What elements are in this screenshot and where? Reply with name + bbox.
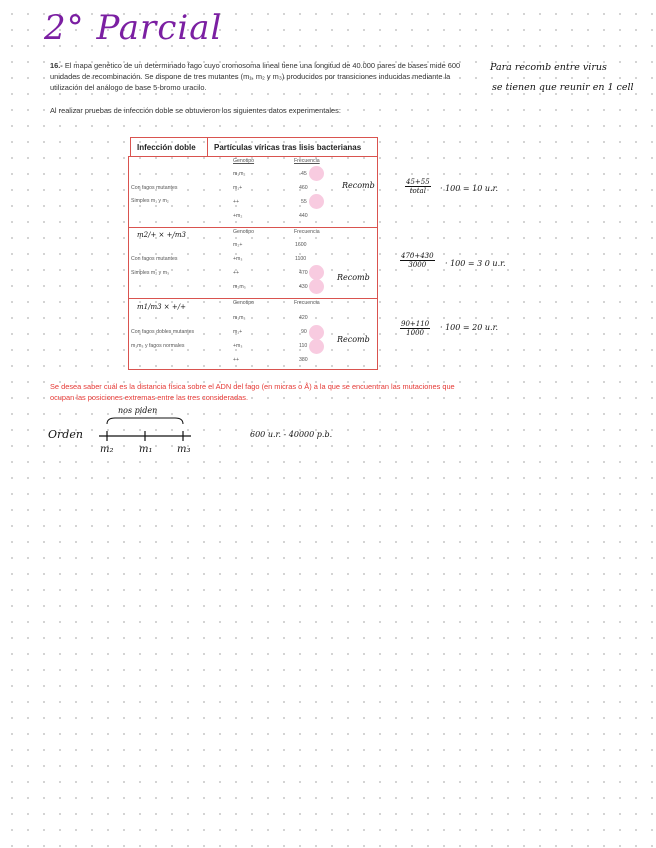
frequency-cell: 55 xyxy=(301,199,307,205)
side-note-line1: Para recomb entre virus xyxy=(490,62,607,73)
recomb-mark: Recomb xyxy=(337,335,370,344)
frequency-cell: 1100 xyxy=(295,256,307,262)
highlight-circle xyxy=(309,194,324,209)
table-block-3 xyxy=(128,298,378,370)
calc-denominator: 3000 xyxy=(408,261,427,269)
calc-denominator: total xyxy=(409,187,426,195)
block-description: m₁m₃ y fagos normales xyxy=(131,343,185,349)
recomb-mark: Recomb xyxy=(342,181,375,190)
genotype-cell: ++ xyxy=(233,270,240,276)
page-title: 2° Parcial xyxy=(44,8,223,48)
table-block-1 xyxy=(128,156,378,228)
block-description: Simples m₂ y m₃ xyxy=(131,270,170,276)
highlight-circle xyxy=(309,279,324,294)
frequency-cell: 470 xyxy=(299,270,308,276)
bracket-icon xyxy=(107,418,183,424)
frequency-header: Frecuencia xyxy=(294,158,320,164)
genotype-cell: m₂+ xyxy=(233,242,243,248)
side-note-line2: se tienen que reunir en 1 cell xyxy=(492,82,634,93)
genotype-cell: +m₃ xyxy=(233,343,243,349)
mutant-label: m₁ xyxy=(139,444,153,455)
genotype-cell: m₁m₂ xyxy=(233,171,246,177)
problem-intro: Al realizar pruebas de infección doble se obtuvieron los siguientes datos experimentales: xyxy=(50,106,341,115)
genotype-cell: ++ xyxy=(233,357,240,363)
calc-result-3: · 100 = 20 u.r. xyxy=(440,323,499,332)
gene-map-line xyxy=(95,412,195,446)
genotype-header: Genotipo xyxy=(233,300,255,306)
calc-fraction-1 xyxy=(405,178,431,195)
header-infection: Infección doble xyxy=(131,138,208,156)
calc-numerator: 90+110 xyxy=(401,320,430,328)
genotype-cell: ++ xyxy=(233,199,240,205)
frequency-cell: 110 xyxy=(299,343,308,349)
table-header xyxy=(130,137,378,157)
equivalence-note: 600 u.r. - 40000 p.b. xyxy=(250,430,333,439)
frequency-cell: 380 xyxy=(299,357,308,363)
mutant-label: m₃ xyxy=(177,444,191,455)
genotype-cell: +m₂ xyxy=(233,213,243,219)
problem-text: El mapa genético de un determinado fago cuyo cromosoma lineal tiene una longitud de 40.000 pares de bases mide 600 unidades de recombinación. Se dispone de tres mutantes (m₁, m₂ y m₃) producidos por transiciones inducidas mediante la utilización del análogo de base 5-bromo uracilo. xyxy=(50,61,461,92)
calc-fraction-2 xyxy=(400,252,435,269)
highlight-circle xyxy=(309,265,324,280)
frequency-cell: 420 xyxy=(299,315,308,321)
cross-label: m1/m3 × +/+ xyxy=(137,303,186,311)
calc-result-2: · 100 = 3 0 u.r. xyxy=(445,259,506,268)
block-description: Con fagos mutantes xyxy=(131,185,178,191)
bracket-label: nos piden xyxy=(118,406,158,415)
frequency-header: Frecuencia xyxy=(294,229,320,235)
question-text: Se desea saber cuál es la distancia física sobre el ADN del fago (en micras o Å) a la que se encuentran las mutaciones que ocupan las posiciones extremas entre las tres consideradas. xyxy=(50,382,455,402)
frequency-cell: 90 xyxy=(301,329,307,335)
problem-number: 16.- xyxy=(50,61,63,70)
frequency-cell: 1600 xyxy=(295,242,307,248)
genotype-cell: m₂m₃ xyxy=(233,284,246,290)
header-particles: Partículas víricas tras lisis bacterianas xyxy=(214,142,362,152)
genotype-header: Genotipo xyxy=(233,158,255,164)
frequency-cell: 460 xyxy=(299,185,308,191)
block-description: Con fagos dobles mutantes xyxy=(131,329,195,335)
block-description: Con fagos mutantes xyxy=(131,256,178,262)
genotype-cell: m₁m₃ xyxy=(233,315,246,321)
genotype-cell: m₁+ xyxy=(233,185,243,191)
genotype-header: Genotipo xyxy=(233,229,255,235)
table-block-2 xyxy=(128,227,378,299)
calc-fraction-3 xyxy=(400,320,430,337)
problem-statement xyxy=(50,60,465,93)
frequency-cell: 45 xyxy=(301,171,307,177)
highlight-circle xyxy=(309,339,324,354)
calc-denominator: 1000 xyxy=(406,329,424,337)
cross-label: m2/+ × +/m3 xyxy=(137,231,186,239)
calc-numerator: 45+55 xyxy=(406,178,430,186)
order-label: Orden xyxy=(48,428,83,441)
highlight-circle xyxy=(309,166,324,181)
genotype-cell: m₁+ xyxy=(233,329,243,335)
mutant-label: m₂ xyxy=(100,444,114,455)
highlight-circle xyxy=(309,325,324,340)
frequency-cell: 440 xyxy=(299,213,308,219)
calc-numerator: 470+430 xyxy=(401,252,434,260)
frequency-header: Frecuencia xyxy=(294,300,320,306)
recomb-mark: Recomb xyxy=(337,273,370,282)
calc-result-1: · 100 = 10 u.r. xyxy=(440,184,499,193)
frequency-cell: 430 xyxy=(299,284,308,290)
genotype-cell: +m₃ xyxy=(233,256,243,262)
block-description: Simples m₁ y m₂ xyxy=(131,198,169,204)
